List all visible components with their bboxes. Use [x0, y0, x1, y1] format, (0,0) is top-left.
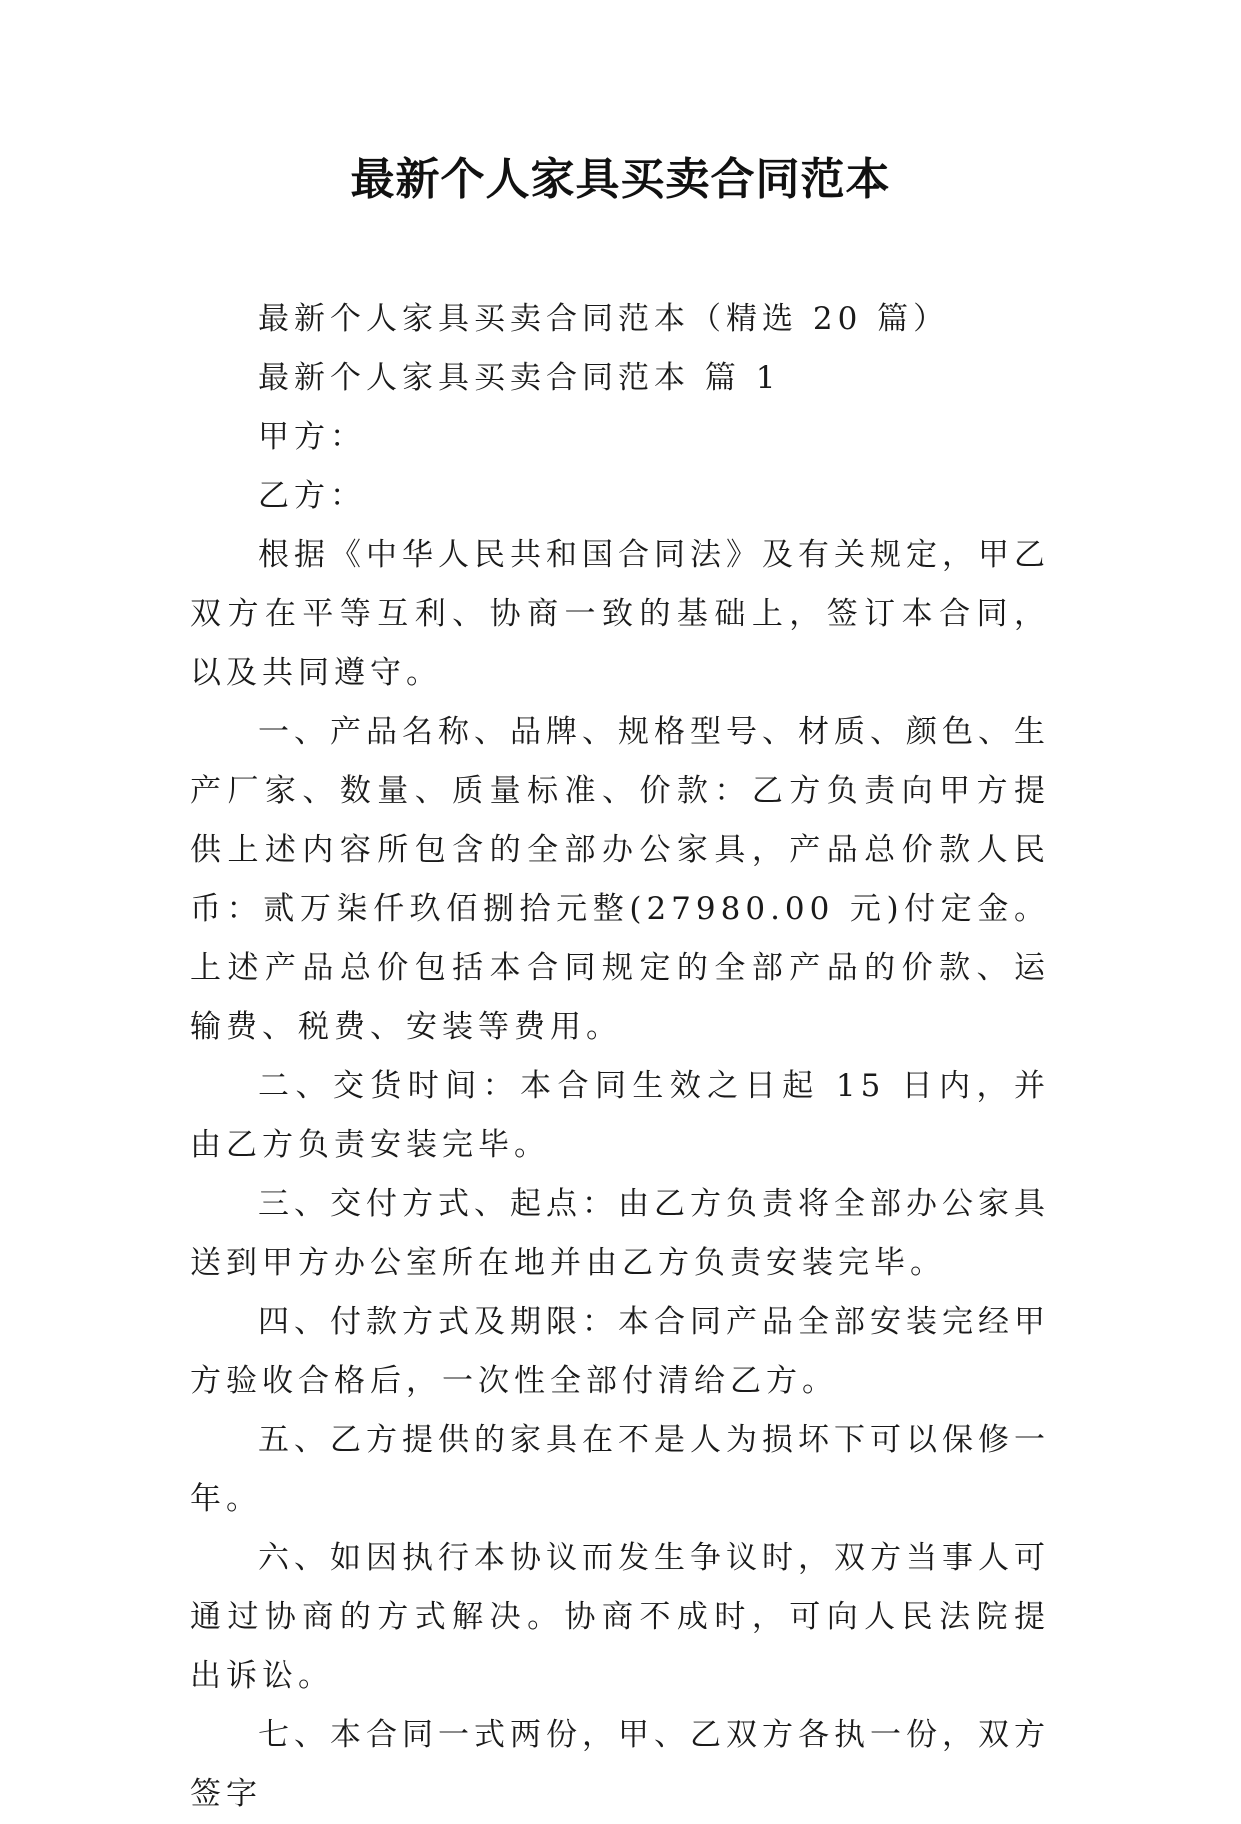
clause-3-paragraph: 三、交付方式、起点：由乙方负责将全部办公家具送到甲方办公室所在地并由乙方负责安装完毕。: [190, 1186, 1050, 1281]
clause-7-paragraph: 七、本合同一式两份，甲、乙双方各执一份，双方签字: [190, 1717, 1050, 1812]
party-b-line: 乙方：: [258, 478, 366, 514]
section-heading-paragraph: 最新个人家具买卖合同范本 篇 1: [258, 360, 781, 396]
document-title: 最新个人家具买卖合同范本: [350, 154, 891, 205]
clause-4-paragraph: 四、付款方式及期限：本合同产品全部安装完经甲方验收合格后，一次性全部付清给乙方。: [190, 1304, 1050, 1399]
document-body: [190, 290, 1050, 1824]
preamble-paragraph: 根据《中华人民共和国合同法》及有关规定，甲乙双方在平等互利、协商一致的基础上，签订本合同，以及共同遵守。: [190, 537, 1050, 691]
clause-2-paragraph: 二、交货时间：本合同生效之日起 15 日内，并由乙方负责安装完毕。: [190, 1068, 1050, 1163]
party-a-line: 甲方：: [258, 419, 366, 455]
clause-5-paragraph: 五、乙方提供的家具在不是人为损坏下可以保修一年。: [190, 1422, 1050, 1517]
clause-1-paragraph: 一、产品名称、品牌、规格型号、材质、颜色、生产厂家、数量、质量标准、价款：乙方负责向甲方提供上述内容所包含的全部办公家具，产品总价款人民币：贰万柒仟玖佰捌拾元整(27980.00 元)付定金。上述产品总价包括本合同规定的全部产品的价款、运输费、税费、安装等费用。: [190, 714, 1050, 1045]
subtitle-paragraph: 最新个人家具买卖合同范本（精选 20 篇）: [258, 301, 950, 337]
clause-6-paragraph: 六、如因执行本协议而发生争议时，双方当事人可通过协商的方式解决。协商不成时，可向人民法院提出诉讼。: [190, 1540, 1050, 1694]
